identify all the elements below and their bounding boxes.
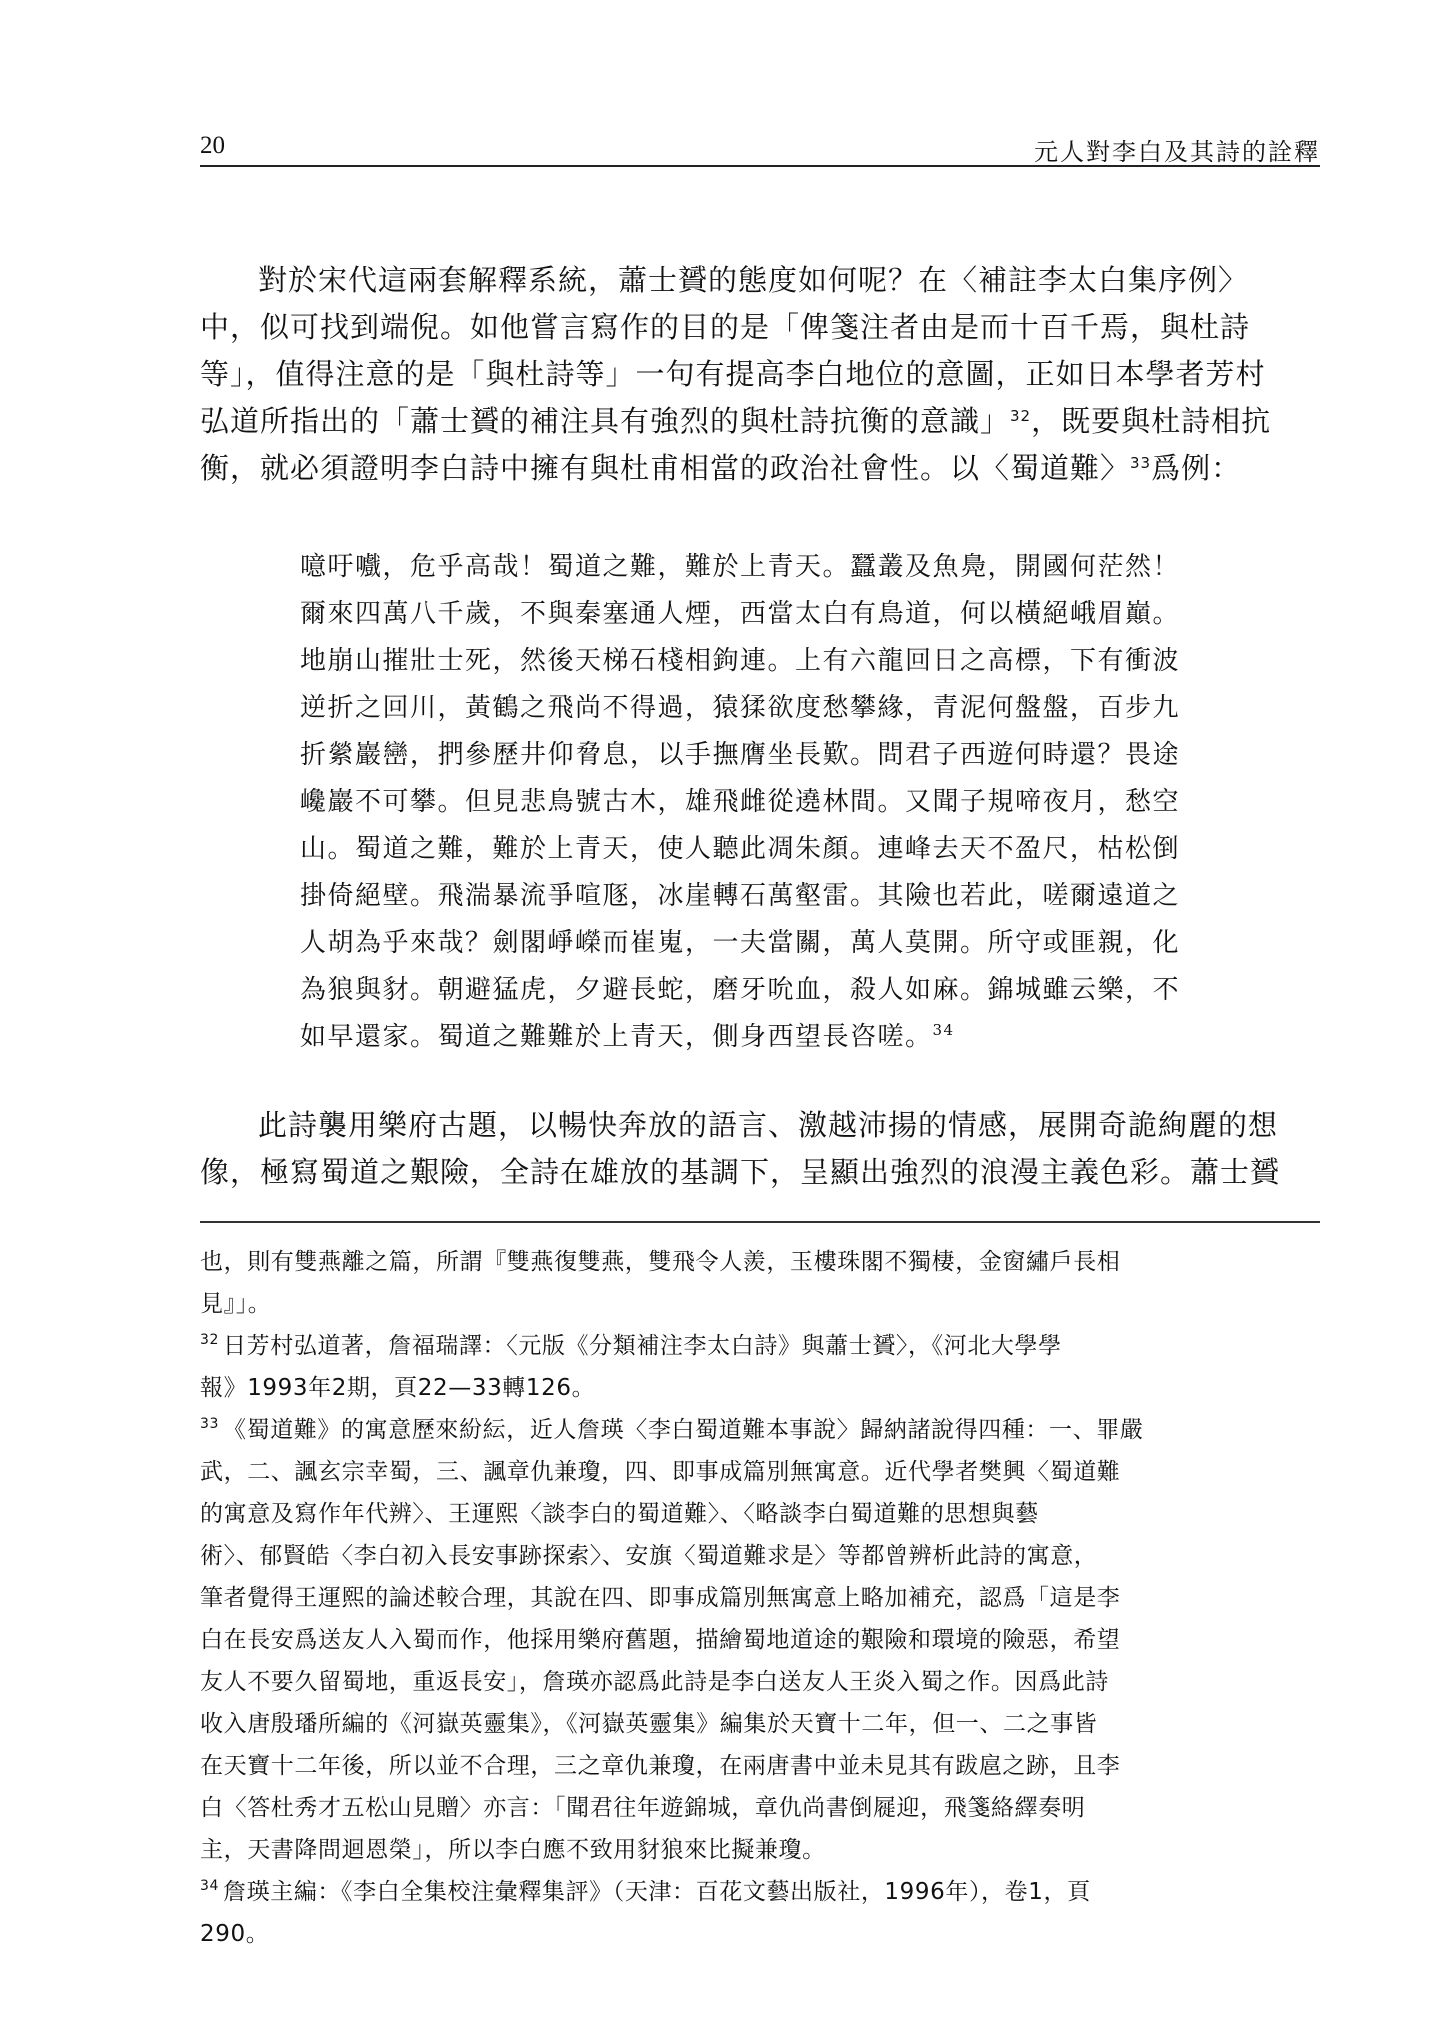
footnote-line: 見』」。: [200, 1291, 272, 1317]
text-segment: 日芳村弘道著，詹福瑞譯：〈元版《分類補注李太白詩》與蕭士贇〉，《河北大學學: [223, 1333, 1062, 1359]
page-number: 20: [200, 132, 225, 159]
footnote-line: 290。: [200, 1921, 270, 1947]
quote-line: 折縈巖巒，捫參歷井仰脅息，以手撫膺坐長歎。問君子西遊何時還？畏途: [300, 740, 1181, 770]
quote-line: [300, 1016, 1320, 1063]
footnote-line: 白在長安爲送友人入蜀而作，他採用樂府舊題，描繪蜀地道途的艱險和環境的險惡，希望: [200, 1627, 1121, 1653]
footnote-line: 報》1993年2期，頁22—33轉126。: [200, 1375, 596, 1401]
quote-line: 噫吁嚱，危乎高哉！蜀道之難，難於上青天。蠶叢及魚鳧，開國何茫然！: [300, 552, 1181, 582]
text-line: 像，極寫蜀道之艱險，全詩在雄放的基調下，呈顯出強烈的浪漫主義色彩。蕭士贇: [200, 1155, 1281, 1189]
block-quote-poem: [300, 546, 1320, 1063]
page-header: [200, 132, 1320, 166]
text-segment: 爲例：: [1151, 451, 1242, 485]
body-paragraph-2: [200, 1103, 1320, 1197]
footnote-line: 也，則有雙燕離之篇，所謂『雙燕復雙燕，雙飛令人羨，玉樓珠閣不獨棲，金窗繡戶長相: [200, 1249, 1121, 1275]
text-line: 對於宋代這兩套解釋系統，蕭士贇的態度如何呢？在〈補註李太白集序例〉: [258, 263, 1249, 297]
footnote-mark-33: 33: [200, 1416, 220, 1432]
footnote-line: 在天寶十二年後，所以並不合理，三之章仇兼瓊，在兩唐書中並未見其有跋扈之跡，且李: [200, 1753, 1121, 1779]
quote-line: 掛倚絕壁。飛湍暴流爭喧豗，冰崖轉石萬壑雷。其險也若此，嗟爾遠道之: [300, 881, 1181, 911]
footnote-34: [200, 1873, 1320, 1957]
footnote-line: 友人不要久留蜀地，重返長安」，詹瑛亦認爲此詩是李白送友人王炎入蜀之作。因爲此詩: [200, 1669, 1109, 1695]
quote-line: 為狼與豺。朝避猛虎，夕避長蛇，磨牙吮血，殺人如麻。錦城雖云樂，不: [300, 975, 1181, 1005]
header-rule: [200, 165, 1320, 167]
footnote-line: 白〈答杜秀才五松山見贈〉亦言：「聞君往年遊錦城，章仇尚書倒屣迎，飛箋絡繹奏明: [200, 1795, 1086, 1821]
footnote-line: 術〉、郁賢皓〈李白初入長安事跡探索〉、安旗〈蜀道難求是〉等都曾辨析此詩的寓意，: [200, 1543, 1098, 1569]
footnote-line: [200, 1411, 1320, 1453]
footnote-line: 收入唐殷璠所編的《河嶽英靈集》，《河嶽英靈集》編集於天寶十二年，但一、二之事皆: [200, 1711, 1098, 1737]
footnote-line: 筆者覺得王運熙的論述較合理，其說在四、即事成篇別無寓意上略加補充，認爲「這是李: [200, 1585, 1121, 1611]
text-segment: 《蜀道難》的寓意歷來紛紜，近人詹瑛〈李白蜀道難本事說〉歸納諸說得四種：一、罪嚴: [223, 1417, 1144, 1443]
text-segment: 詹瑛主編：《李白全集校注彙釋集評》（天津：百花文藝出版社，1996年），卷1，頁: [223, 1879, 1091, 1905]
footnote-line: 武，二、諷玄宗幸蜀，三、諷章仇兼瓊，四、即事成篇別無寓意。近代學者樊興〈蜀道難: [200, 1459, 1121, 1485]
footnotes: [200, 1243, 1320, 1957]
text-segment: ，既要與杜詩相抗: [1031, 404, 1272, 438]
text-line: 中，似可找到端倪。如他嘗言寫作的目的是「俾箋注者由是而十百千焉，與杜詩: [200, 310, 1251, 344]
footnote-continued: [200, 1243, 1320, 1327]
text-segment: 衡，就必須證明李白詩中擁有與杜甫相當的政治社會性。以〈蜀道難〉: [200, 451, 1131, 485]
quote-line: 爾來四萬八千歲，不與秦塞通人煙，西當太白有鳥道，何以橫絕峨眉巔。: [300, 599, 1181, 629]
quote-line: 巉巖不可攀。但見悲鳥號古木，雄飛雌從遶林間。又聞子規啼夜月，愁空: [300, 787, 1181, 817]
footnote-line: [200, 1873, 1320, 1915]
text-line: 此詩襲用樂府古題，以暢快奔放的語言、激越沛揚的情感，展開奇詭絢麗的想: [258, 1108, 1279, 1142]
quote-line: 人胡為乎來哉？劍閣崢嶸而崔嵬，一夫當關，萬人莫開。所守或匪親，化: [300, 928, 1181, 958]
footnote-33: [200, 1411, 1320, 1873]
quote-line: 山。蜀道之難，難於上青天，使人聽此凋朱顏。連峰去天不盈尺，枯松倒: [300, 834, 1181, 864]
footnote-ref-33[interactable]: 33: [1130, 454, 1152, 472]
footnote-line: 主，天書降問迴恩榮」，所以李白應不致用豺狼來比擬兼瓊。: [200, 1837, 826, 1863]
running-title: 元人對李白及其詩的詮釋: [1034, 138, 1320, 166]
text-segment: 如早還家。蜀道之難難於上青天，側身西望長咨嗟。: [300, 1022, 933, 1052]
text-line: [200, 399, 1320, 446]
quote-line: 逆折之回川，黃鶴之飛尚不得過，猿猱欲度愁攀緣，青泥何盤盤，百步九: [300, 693, 1181, 723]
footnote-line: [200, 1327, 1320, 1369]
footnote-mark-32: 32: [200, 1332, 220, 1348]
quote-line: 地崩山摧壯士死，然後天梯石棧相鉤連。上有六龍回日之高標，下有衝波: [300, 646, 1181, 676]
footnote-ref-32[interactable]: 32: [1010, 407, 1032, 425]
body-paragraph-1: [200, 258, 1320, 493]
text-line: [200, 446, 1320, 493]
text-segment: 弘道所指出的「蕭士贇的補注具有強烈的與杜詩抗衡的意識」: [200, 404, 1011, 438]
footnote-rule: [200, 1221, 1320, 1223]
footnote-mark-34: 34: [200, 1878, 220, 1894]
footnote-ref-34[interactable]: 34: [932, 1021, 955, 1039]
footnote-32: [200, 1327, 1320, 1411]
footnote-line: 的寓意及寫作年代辨〉、王運熙〈談李白的蜀道難〉、〈略談李白蜀道難的思想與藝: [200, 1501, 1039, 1527]
text-line: 等」，值得注意的是「與杜詩等」一句有提高李白地位的意圖，正如日本學者芳村: [200, 357, 1266, 391]
